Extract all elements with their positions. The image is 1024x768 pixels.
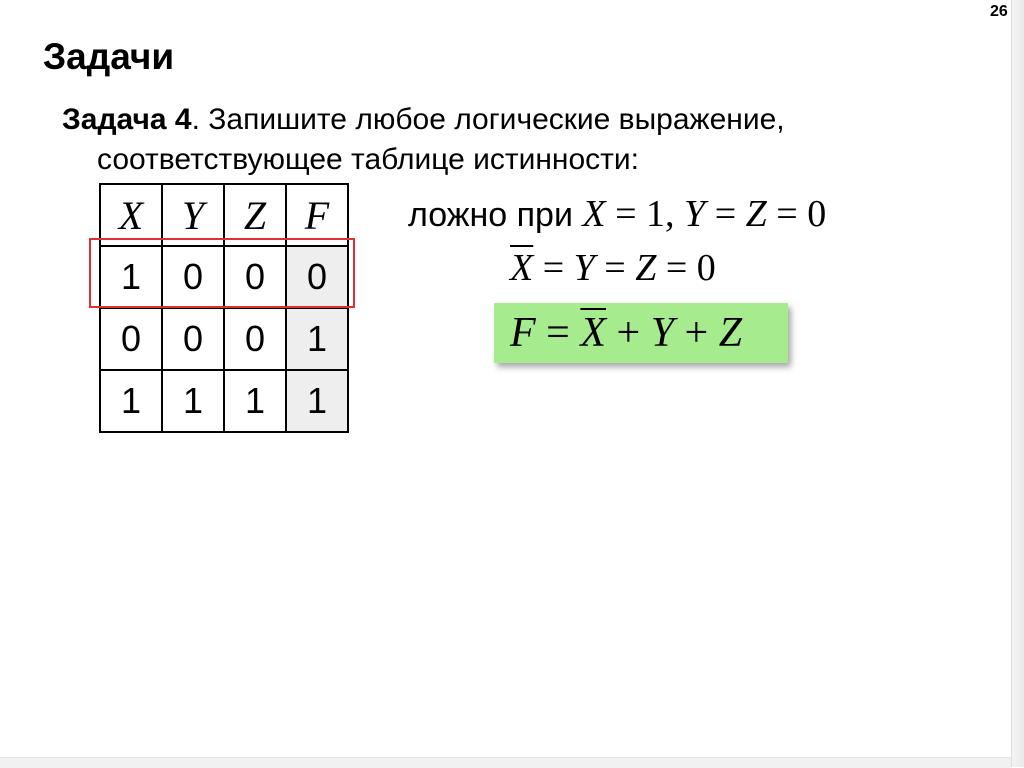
var-z: Z	[745, 193, 767, 235]
cell-f: 1	[286, 308, 348, 370]
eq-text: =	[594, 247, 636, 289]
header-x: X	[100, 184, 162, 246]
var-f: F	[510, 310, 536, 356]
table-row	[100, 370, 348, 432]
cell-z: 1	[224, 370, 286, 432]
var-x-negated: $\overline{X}$	[580, 310, 606, 356]
eq-text: = 1,	[605, 193, 685, 235]
var-x: X	[582, 193, 606, 235]
plus-text: +	[674, 310, 719, 356]
task-text-line2: соответствующее таблице истинности:	[97, 143, 640, 176]
false-condition-prefix: ложно при	[408, 196, 583, 234]
header-y: Y	[162, 184, 224, 246]
slide-frame-right	[1011, 0, 1024, 767]
false-condition	[408, 192, 826, 236]
task-text-line1: . Запишите любое логические выражение,	[191, 103, 785, 136]
cell-x: 1	[100, 246, 162, 308]
var-y: Y	[684, 193, 706, 235]
slide-frame-bottom	[0, 757, 1011, 768]
row-highlight-box	[89, 238, 355, 308]
task-statement	[62, 100, 962, 180]
var-z: Z	[718, 310, 743, 356]
header-f: F	[286, 184, 348, 246]
page-number: 26	[990, 3, 1008, 20]
cell-x: 0	[100, 308, 162, 370]
table-row	[100, 308, 348, 370]
cell-z: 0	[224, 246, 286, 308]
false-condition-math	[582, 193, 826, 235]
cell-z: 0	[224, 308, 286, 370]
var-y: Y	[573, 247, 595, 289]
cell-y: 1	[162, 370, 224, 432]
eq-text: =	[533, 247, 574, 289]
cell-x: 1	[100, 370, 162, 432]
answer-formula	[510, 309, 742, 357]
cell-f: 0	[286, 246, 348, 308]
cell-y: 0	[162, 246, 224, 308]
slide-title: Задачи	[43, 36, 175, 77]
task-label: Задача 4	[62, 103, 192, 136]
cell-f: 1	[286, 370, 348, 432]
header-z: Z	[224, 184, 286, 246]
plus-text: +	[606, 310, 651, 356]
truth-table-header	[100, 184, 348, 246]
eq-text: =	[705, 193, 746, 235]
negated-equation	[510, 246, 716, 290]
var-y: Y	[650, 310, 675, 356]
var-z: Z	[635, 247, 657, 289]
var-x-negated: $\overline{X}$	[510, 247, 534, 289]
truth-table	[99, 183, 349, 433]
cell-y: 0	[162, 308, 224, 370]
eq-text: = 0	[766, 193, 827, 235]
eq-text: = 0	[656, 247, 716, 289]
eq-text: =	[535, 310, 581, 356]
